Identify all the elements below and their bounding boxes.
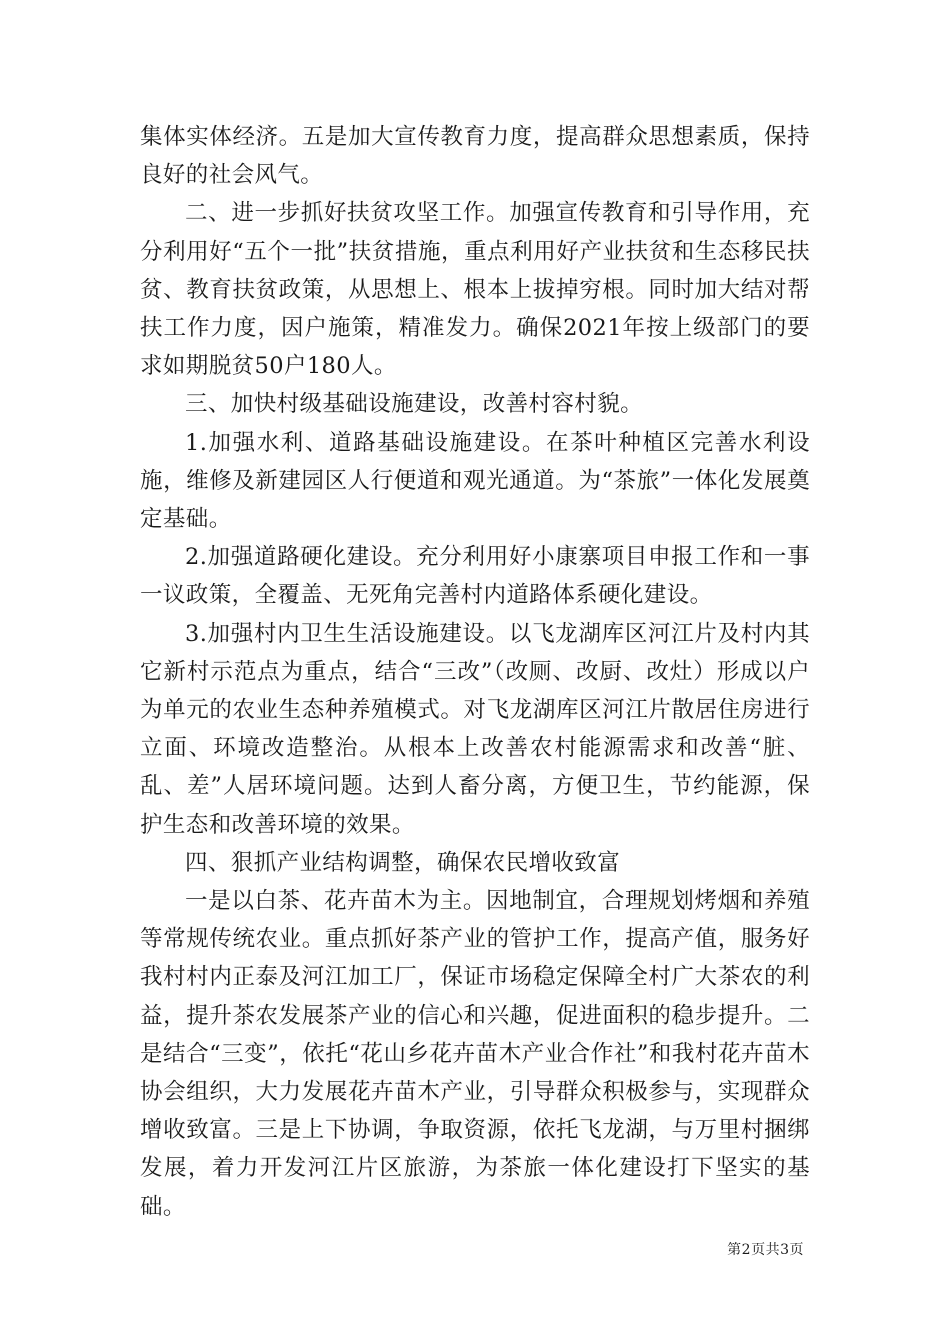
paragraph-section-four-body: 一是以白茶、花卉苗木为主。因地制宜，合理规划烤烟和养殖等常规传统农业。重点抓好茶产业的管护工作，提高产值，服务好我村村内正泰及河江加工厂，保证市场稳定保障全村广大茶农的利益，提升茶农发展茶产业的信心和兴趣，促进面积的稳步提升。二是结合“三变”，依托“花山乡花卉苗木产业合作社”和我村花卉苗木协会组织，大力发展花卉苗木产业，引导群众积极参与，实现群众增收致富。三是上下协调，争取资源，依托飞龙湖，与万里村捆绑发展，着力开发河江片区旅游，为茶旅一体化建设打下坚实的基础。 <box>140 888 810 1220</box>
page-number: 第2页共3页 <box>727 1242 804 1258</box>
paragraph-section-two: 二、进一步抓好扶贫攻坚工作。加强宣传教育和引导作用，充分利用好“五个一批”扶贫措施，重点利用好产业扶贫和生态移民扶贫、教育扶贫政策，从思想上、根本上拔掉穷根。同时加大结对帮扶工作力度，因户施策，精准发力。确保2021年按上级部门的要求如期脱贫50户180人。 <box>140 200 810 380</box>
paragraph-item-two: 2.加强道路硬化建设。充分利用好小康寨项目申报工作和一事一议政策，全覆盖、无死角完善村内道路体系硬化建设。 <box>140 544 810 609</box>
paragraph-section-four-heading: 四、狠抓产业结构调整，确保农民增收致富 <box>185 849 621 876</box>
paragraph-item-three: 3.加强村内卫生生活设施建设。以飞龙湖库区河江片及村内其它新村示范点为重点，结合“三改”（改厕、改厨、改灶）形成以户为单元的农业生态种养殖模式。对飞龙湖库区河江片散居住房进行立面、环境改造整治。从根本上改善农村能源需求和改善“脏、乱、差”人居环境问题。达到人畜分离，方便卫生，节约能源，保护生态和改善环境的效果。 <box>140 620 810 838</box>
paragraph-section-three-heading: 三、加快村级基础设施建设，改善村容村貌。 <box>185 391 644 418</box>
paragraph-continuation: 集体实体经济。五是加大宣传教育力度，提高群众思想素质，保持良好的社会风气。 <box>140 124 810 189</box>
paragraph-item-one: 1.加强水利、道路基础设施建设。在茶叶种植区完善水利设施，维修及新建园区人行便道和观光通道。为“茶旅”一体化发展奠定基础。 <box>140 429 810 533</box>
document-body <box>140 118 810 1226</box>
